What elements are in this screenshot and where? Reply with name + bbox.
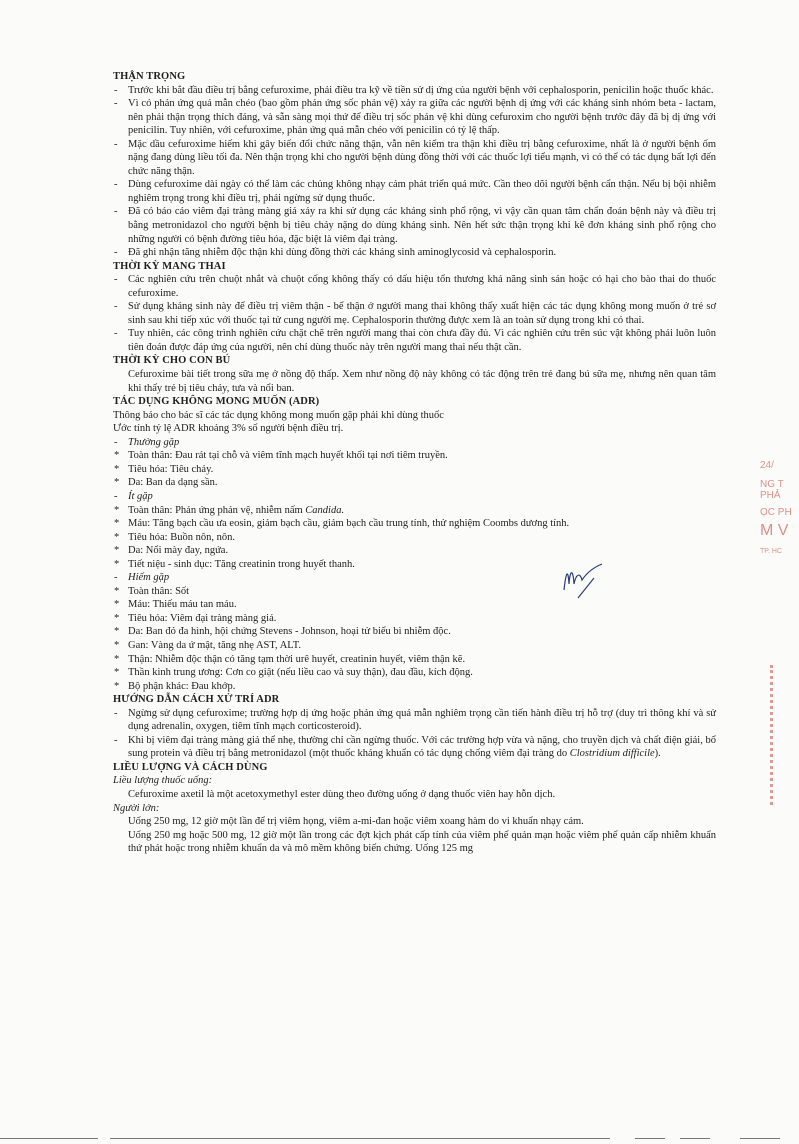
document-body: [113, 70, 716, 856]
paragraph-lieu-luong-2: Uống 250 mg, 12 giờ một lần để trị viêm họng, viêm a-mi-đan hoặc viêm xoang hàm do vi khuẩn nhạy cảm.: [128, 816, 584, 828]
paragraph-cho-con-bu: Cefuroxime bài tiết trong sữa mẹ ở nồng độ thấp. Xem như nồng độ này không có tác động trên trẻ đang bú sữa mẹ, nhưng nên quan tâm khi thấy trẻ bị tiêu chảy, tưa và nổi ban.: [128, 369, 716, 394]
section-title-mang-thai: THỜI KỲ MANG THAI: [113, 260, 226, 272]
list-item: - Vì có phản ứng quá mẫn chéo (bao gồm phản ứng sốc phản vệ) xảy ra giữa các người bệnh dị ứng với các kháng sinh nhóm beta - lactam, nên phải thận trọng thích đáng, và sẵn sàng mọi thứ để điều trị sốc phản vệ khi dùng cefuroxim cho người bệnh trước đây đã bị dị ứng với penicilin. Tuy nhiên, với cefuroxime, phản ứng quá mẫn chéo với penicilin có tỷ lệ thấp.: [114, 98, 716, 137]
list-item: * Toàn thân: Đau rát tại chỗ và viêm tĩnh mạch huyết khối tại nơi tiêm truyền.: [114, 450, 448, 462]
list-item: * Da: Nổi mày đay, ngứa.: [114, 545, 229, 557]
list-item: * Da: Ban đỏ đa hình, hội chứng Stevens - Johnson, hoại tử biểu bì nhiễm độc.: [114, 626, 451, 638]
subheading-thuong-gap: - Thường gặp: [114, 436, 180, 448]
list-mang-thai: [113, 273, 716, 354]
list-item: * Tiêu hóa: Buồn nôn, nôn.: [114, 531, 235, 543]
list-item: - Dùng cefuroxime dài ngày có thể làm các chủng không nhạy cảm phát triển quá mức. Cần theo dõi người bệnh cẩn thận. Nếu bị bội nhiễm nghiêm trọng trong khi điều trị, phải ngừng sử dụng thuốc.: [114, 179, 716, 204]
subheading-hiem-gap: - Hiếm gặp: [114, 572, 170, 584]
subheading-lieu-luong-uong: Liều lượng thuốc uống:: [113, 775, 213, 787]
subheading-nguoi-lon: Người lớn:: [113, 802, 160, 814]
list-item: - Đã có báo cáo viêm đại tràng màng giả xảy ra khi sử dụng các kháng sinh phổ rộng, vì vậy cần quan tâm chẩn đoán bệnh này và điều trị bằng metronidazol cho người bệnh bị tiêu chảy nặng do dùng kháng sinh. Nên hết sức thận trọng khi kê đơn kháng sinh phổ rộng cho những người có bệnh đường tiêu hóa, đặc biệt là viêm đại tràng.: [114, 206, 716, 245]
list-item: - Trước khi bắt đầu điều trị bằng cefuroxime, phải điều tra kỹ về tiền sử dị ứng của người bệnh với cephalosporin, penicilin hoặc thuốc khác.: [114, 84, 714, 96]
section-title-xu-tri: HƯỚNG DẪN CÁCH XỬ TRÍ ADR: [113, 694, 280, 706]
stamp-fragment: 24/ NG T PHẢ ỌC PH M V TP. HC: [760, 460, 792, 555]
list-item: * Máu: Tăng bạch cầu ưa eosin, giảm bạch cầu, giảm bạch cầu trung tính, thử nghiệm Coombs dương tính.: [114, 518, 570, 530]
section-title-cho-con-bu: THỜI KỲ CHO CON BÚ: [113, 355, 231, 367]
list-item: * Bộ phận khác: Đau khớp.: [114, 680, 236, 692]
signature-mark: [558, 560, 608, 600]
section-title-adr: TÁC DỤNG KHÔNG MONG MUỐN (ADR): [113, 396, 320, 408]
list-item: - Sử dụng kháng sinh này để điều trị viêm thận - bể thận ở người mang thai không thấy xuất hiện các tác dụng không mong muốn ở trẻ sơ sinh sau khi tiếp xúc với thuốc tại tử cung người mẹ. Cephalosporin thường được xem là an toàn sử dụng trong khi có thai.: [114, 301, 716, 326]
list-item: * Toàn thân: Phản ứng phản vệ, nhiễm nấm Candida.: [114, 504, 345, 516]
subheading-it-gap: - Ít gặp: [114, 490, 153, 502]
list-item: * Thận: Nhiễm độc thận có tăng tạm thời urê huyết, creatinin huyết, viêm thận kẽ.: [114, 653, 466, 665]
list-than-trong: [113, 84, 716, 260]
list-item: - Mặc dầu cefuroxime hiếm khi gây biến đổi chức năng thận, vẫn nên kiểm tra thận khi điều trị bằng cefuroxime, nhất là ở người bệnh ốm nặng đang dùng liều tối đa. Nên thận trọng khi cho người bệnh dùng đồng thời với các thuốc lợi tiểu mạnh, vì có thể có tác dụng bất lợi đến chức năng thận.: [114, 138, 716, 177]
list-item: * Gan: Vàng da ứ mật, tăng nhẹ AST, ALT.: [114, 639, 301, 651]
list-item: * Tiêu hóa: Viêm đại tràng màng giả.: [114, 612, 277, 624]
list-item: * Thần kinh trung ương: Cơn co giật (nếu liều cao và suy thận), đau đầu, kích động.: [114, 667, 473, 679]
list-item: - Ngừng sử dụng cefuroxime; trường hợp dị ứng hoặc phản ứng quá mẫn nghiêm trọng cần tiến hành điều trị hỗ trợ (duy trì thông khí và sử dụng adrenalin, oxygen, tiêm tĩnh mạch corticosteroid).: [114, 707, 716, 733]
adr-intro-1: Thông báo cho bác sĩ các tác dụng không mong muốn gặp phải khi dùng thuốc: [113, 409, 444, 421]
section-title-lieu-luong: LIỀU LƯỢNG VÀ CÁCH DÙNG: [113, 761, 268, 773]
paragraph-lieu-luong-3: Uống 250 mg hoặc 500 mg, 12 giờ một lần trong các đợt kịch phát cấp tính của viêm phế quản mạn hoặc viêm phế quản cấp nhiễm khuẩn thứ phát hoặc trong nhiễm khuẩn da và mô mềm không biến chứng. Uống 125 mg: [128, 829, 716, 855]
paragraph-lieu-luong-1: Cefuroxime axetil là một acetoxymethyl ester dùng theo đường uống ở dạng thuốc viên hay hỗn dịch.: [128, 788, 556, 800]
list-item: * Toàn thân: Sốt: [114, 585, 190, 597]
list-item: - Đã ghi nhận tăng nhiễm độc thận khi dùng đồng thời các kháng sinh aminoglycosid và cephalosporin.: [114, 247, 557, 259]
list-item: * Da: Ban da dạng sần.: [114, 477, 218, 489]
footer-rule: [0, 1138, 799, 1140]
list-item: - Tuy nhiên, các công trình nghiên cứu chặt chẽ trên người mang thai còn chưa đầy đủ. Vì các nghiên cứu trên súc vật không phải luôn luôn tiên đoán được đáp ứng của người, nên chỉ dùng thuốc này trên người mang thai nếu thật cần.: [114, 328, 716, 353]
list-item: * Máu: Thiếu máu tan máu.: [114, 599, 237, 611]
list-item: - Các nghiên cứu trên chuột nhắt và chuột cống không thấy có dấu hiệu tổn thương khả năng sinh sản hoặc có hại cho bào thai do thuốc cefuroxime.: [114, 274, 716, 299]
stamp-seal-edge: [770, 665, 799, 805]
adr-intro-2: Ước tính tỷ lệ ADR khoảng 3% số người bệnh điều trị.: [113, 423, 344, 435]
list-item: * Tiêu hóa: Tiêu chảy.: [114, 463, 214, 475]
list-item: - Khi bị viêm đại tràng màng giả thể nhẹ, thường chỉ cần ngừng thuốc. Với các trường hợp vừa và nặng, cho truyền dịch và chất điện giải, bổ sung protein và điều trị bằng metronidazol (một thuốc kháng khuẩn có tác dụng chống viêm đại tràng do Clostridium difficile).: [114, 734, 716, 760]
list-item: * Tiết niệu - sinh dục: Tăng creatinin trong huyết thanh.: [114, 558, 355, 570]
section-title-than-trong: THẬN TRỌNG: [113, 71, 186, 82]
